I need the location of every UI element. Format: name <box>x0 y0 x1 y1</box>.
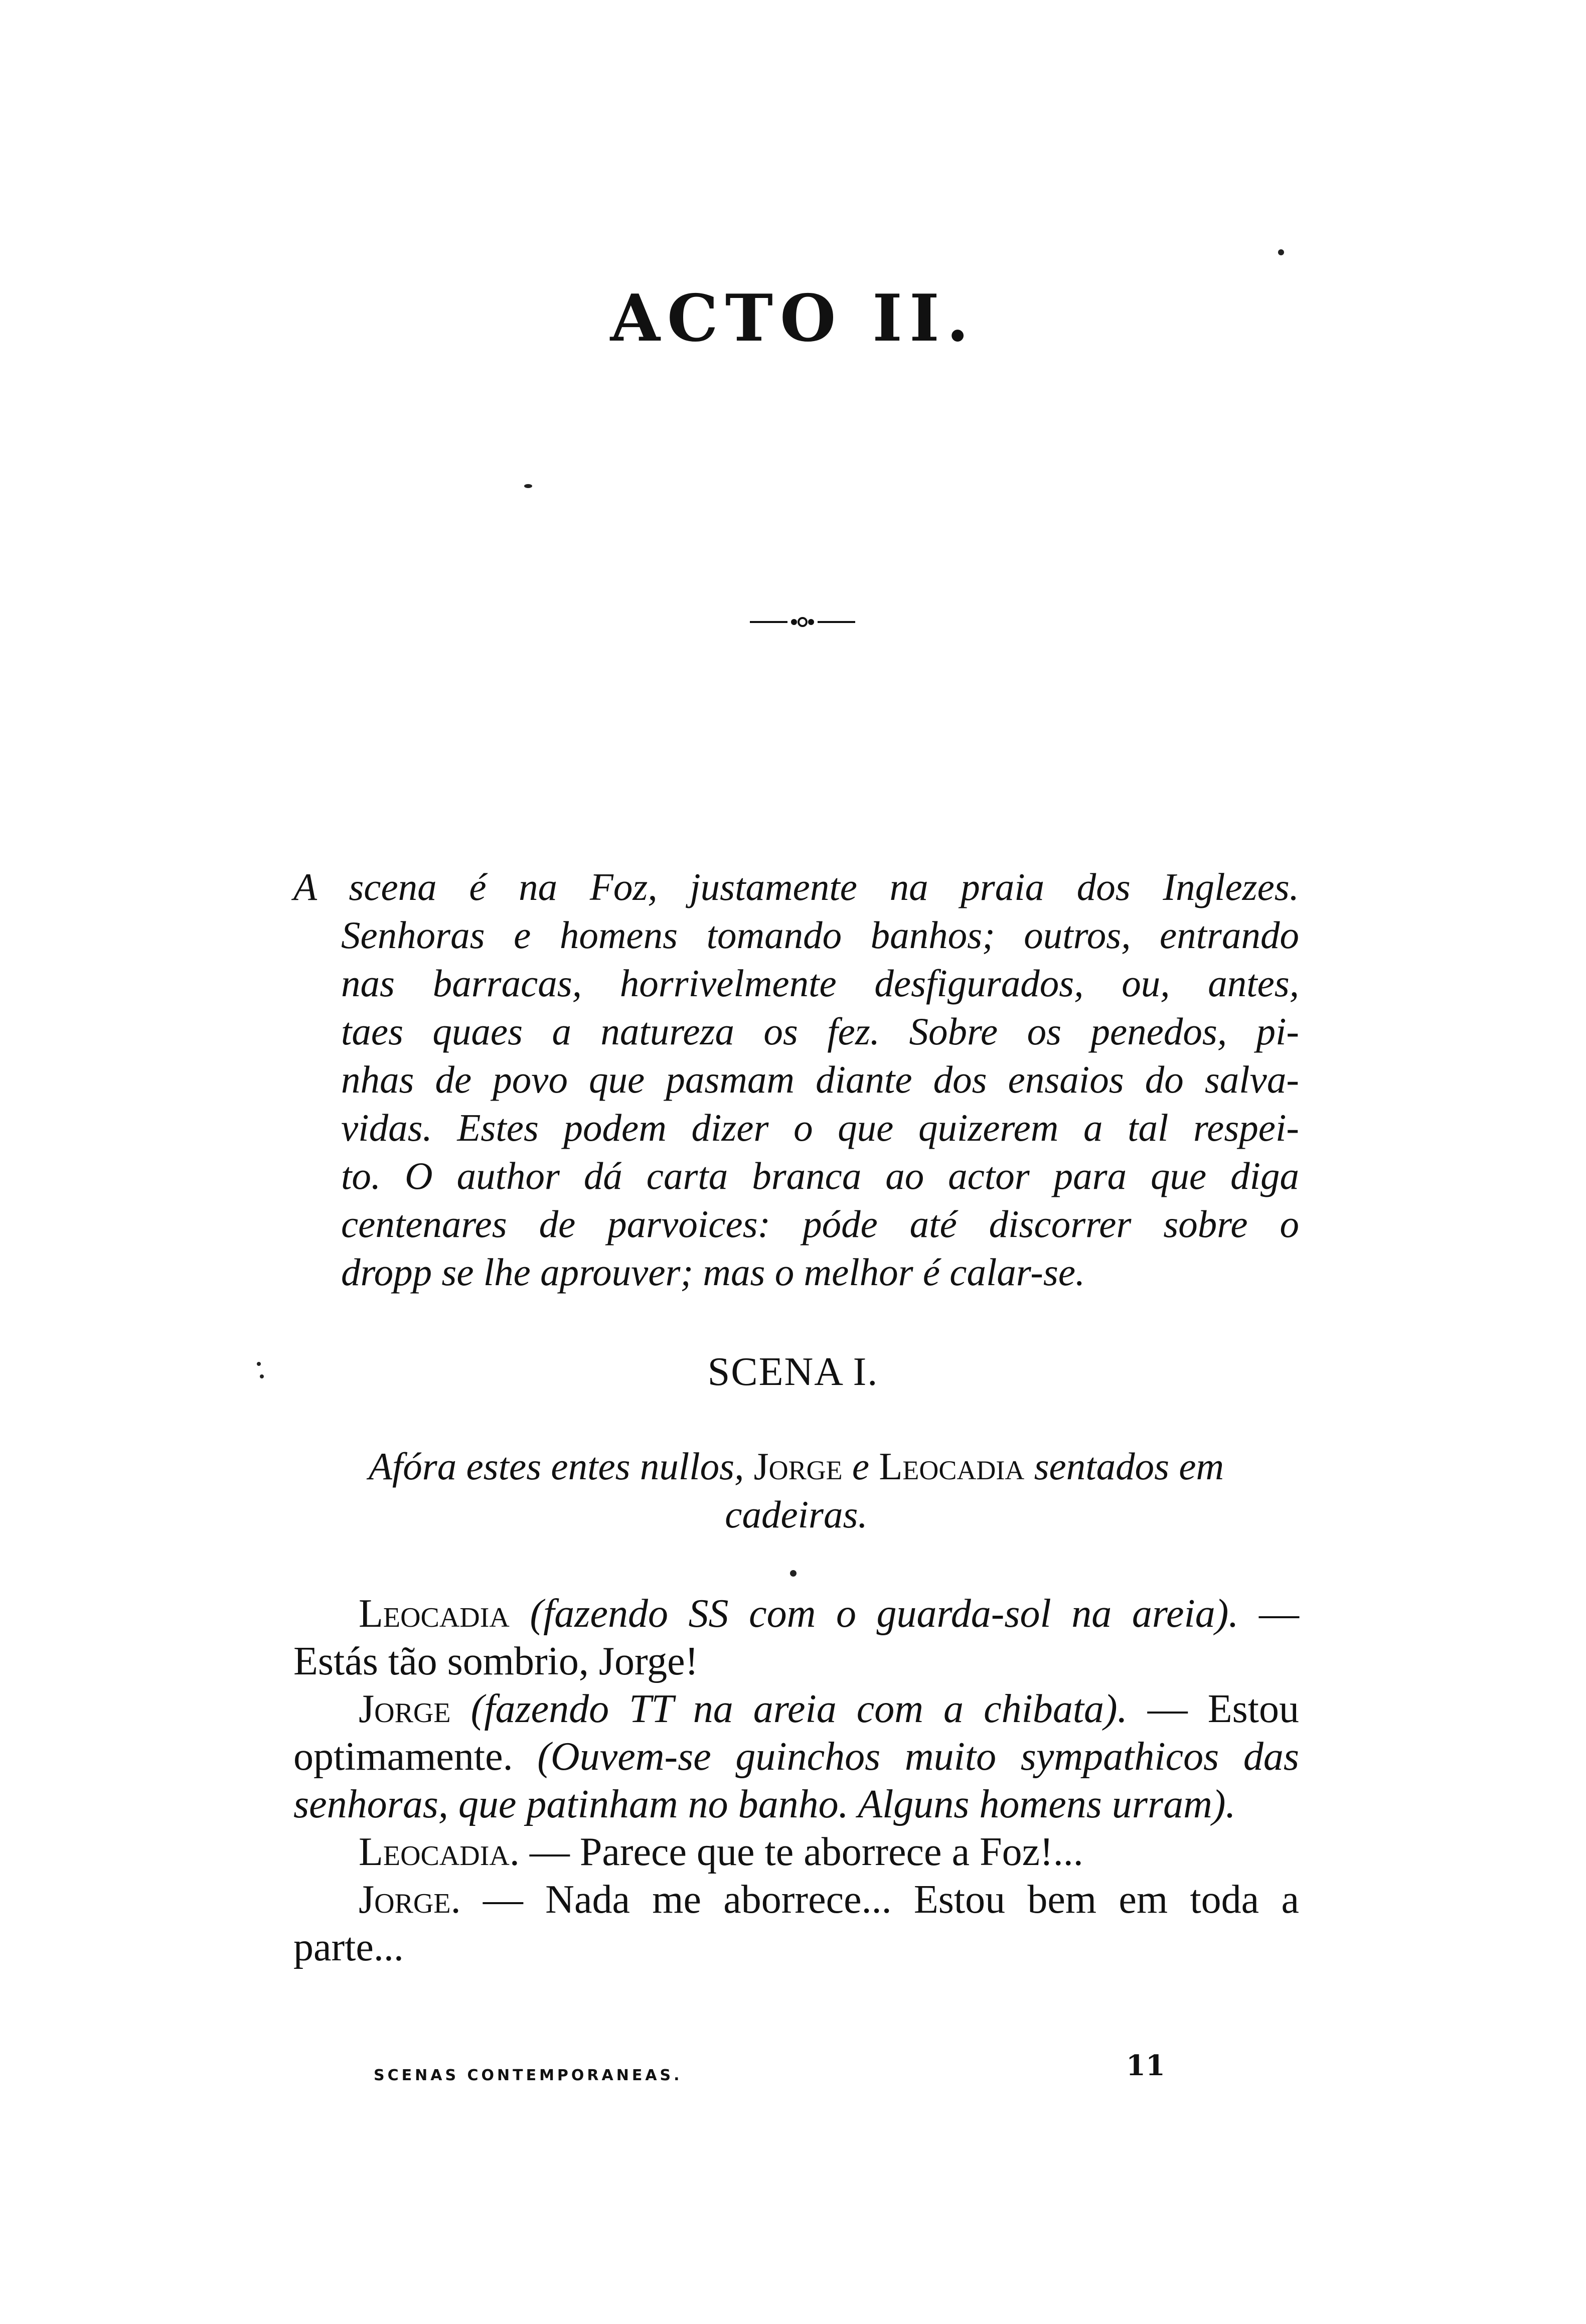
stage-direction-line: to. O author dá carta branca ao actor para que diga <box>341 1154 1299 1197</box>
print-speck <box>1278 249 1284 255</box>
speaker-name: Jorge <box>359 1687 451 1731</box>
scene-intro-text: sentados em cadeiras. <box>725 1445 1224 1536</box>
signature-mark: 11 <box>1126 2049 1165 2082</box>
stage-direction-line: taes quaes a natureza os fez. Sobre os penedos, pi- <box>341 1010 1299 1053</box>
speech: — Nada me aborrece... Estou bem em toda a parte... <box>293 1878 1299 1969</box>
stage-direction-line: A scena é na Foz, justamente na praia dos Inglezes. <box>293 865 1299 908</box>
stage-direction-line: Senhoras e homens tomando banhos; outros, entrando <box>341 913 1299 957</box>
character-name: Jorge <box>753 1445 843 1488</box>
dialogue-entry <box>293 1685 1299 1828</box>
print-speck <box>524 484 532 488</box>
scene-title: SCENA I. <box>707 1350 879 1394</box>
scene-intro-text: e <box>852 1445 870 1488</box>
stage-direction-line: vidas. Estes podem dizer o que quizerem a tal respei- <box>341 1106 1299 1149</box>
dialogue <box>293 1590 1299 1971</box>
print-speck <box>257 1362 261 1366</box>
speaker-name: Jorge. <box>359 1878 461 1922</box>
speech: — Estou optimamente. <box>293 1687 1300 1779</box>
character-name: Leocadia <box>879 1445 1025 1488</box>
stage-direction <box>293 863 1299 1296</box>
stage-note: (Ouvem-se guinchos muito sympathicos das senhoras, que patinham no banho. Alguns homens urram). <box>293 1735 1299 1826</box>
speaker-name: Leocadia. <box>359 1830 520 1874</box>
speech: — Parece que te aborrece a Foz!... <box>529 1830 1083 1874</box>
stage-direction-line: dropp se lhe aprouver; mas o melhor é calar-se. <box>341 1251 1085 1294</box>
print-speck <box>260 1374 264 1378</box>
print-speck <box>790 1570 797 1577</box>
ornament-divider <box>750 614 855 630</box>
stage-direction-line: centenares de parvoices: póde até discorrer sobre o <box>341 1202 1299 1246</box>
stage-direction-line: nhas de povo que pasmam diante dos ensaios do salva- <box>341 1058 1299 1101</box>
dialogue-entry <box>293 1590 1299 1685</box>
stage-note: (fazendo TT na areia com a chibata). <box>470 1687 1128 1731</box>
dialogue-entry <box>293 1876 1299 1971</box>
stage-direction-line: nas barracas, horrivelmente desfigurados, ou, antes, <box>341 962 1299 1005</box>
scene-intro-text: Afóra estes entes nullos, <box>368 1445 744 1488</box>
act-title: ACTO II. <box>610 281 976 356</box>
scene-intro <box>293 1442 1299 1538</box>
speech: — Estás tão sombrio, Jorge! <box>293 1592 1300 1683</box>
dialogue-entry <box>293 1828 1299 1876</box>
speaker-name: Leocadia <box>359 1592 510 1636</box>
stage-note: (fazendo SS com o guarda-sol na areia). <box>530 1592 1239 1636</box>
signature-line: SCENAS CONTEMPORANEAS. <box>374 2067 683 2084</box>
